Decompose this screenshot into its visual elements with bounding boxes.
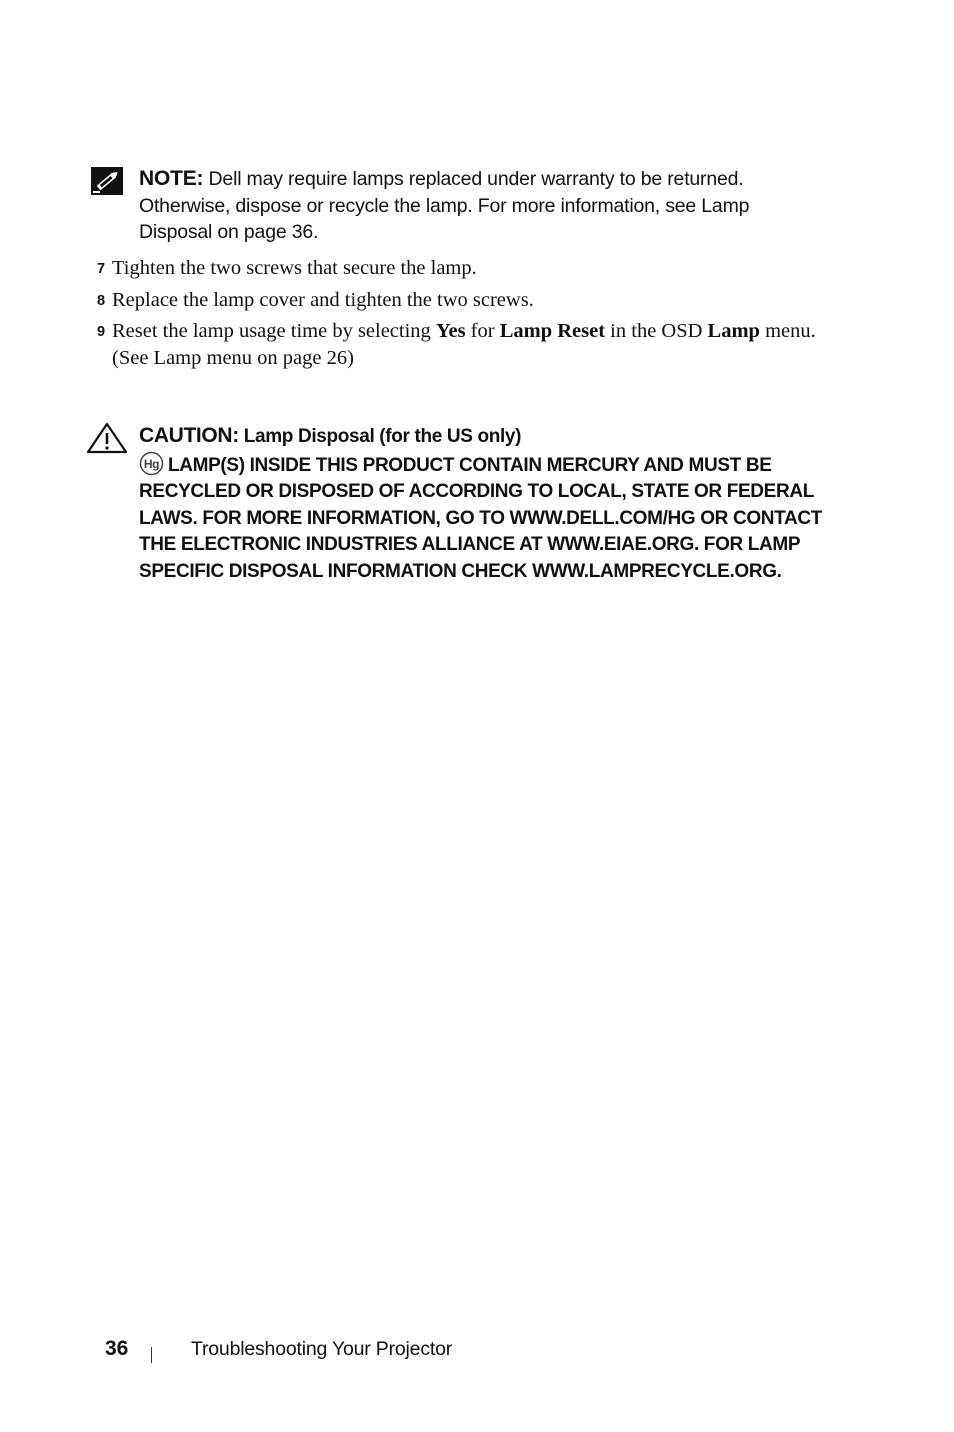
note-text: Dell may require lamps replaced under warranty to be returned. Otherwise, dispose or recycle the lamp. For more information, see Lamp Disposal on page 36. xyxy=(139,168,750,243)
step-text-part: menu. (See Lamp menu on page 26) xyxy=(112,320,816,369)
step-text: Tighten the two screws that secure the lamp. xyxy=(112,257,477,279)
step-number: 8 xyxy=(97,292,106,309)
footer-separator xyxy=(151,1347,152,1363)
step-item xyxy=(97,255,817,282)
caution-block xyxy=(139,423,829,585)
mercury-symbol: Hg xyxy=(143,456,160,471)
step-text-part: Reset the lamp usage time by selecting xyxy=(112,320,436,342)
caution-subtitle: Lamp Disposal (for the US only) xyxy=(238,426,522,447)
step-text-part: for xyxy=(465,320,500,342)
step-number: 7 xyxy=(97,261,106,277)
osd-yes-option: Yes xyxy=(435,320,466,342)
osd-lamp-menu: Lamp xyxy=(707,320,760,342)
caution-body: LAMP(S) INSIDE THIS PRODUCT CONTAIN MERCURY AND MUST BE RECYCLED OR DISPOSED OF ACCORDING TO LOCAL, STATE OR FEDERAL LAWS. FOR MORE INFORMATION, GO TO WWW.DELL.COM/HG OR CONTACT THE ELECTRONIC INDUSTRIES ALLIANCE AT WWW.EIAE.ORG. FOR LAMP SPECIFIC DISPOSAL INFORMATION CHECK WWW.LAMPRECYCLE.ORG. xyxy=(139,454,822,582)
footer-section-title: Troubleshooting Your Projector xyxy=(191,1338,453,1360)
note-label: NOTE: xyxy=(139,167,204,190)
mercury-hg-icon xyxy=(139,451,164,476)
note-pencil-icon xyxy=(90,166,124,196)
osd-lamp-reset-option: Lamp Reset xyxy=(499,320,606,342)
step-item xyxy=(97,287,817,314)
caution-label: CAUTION: xyxy=(139,424,239,447)
step-list xyxy=(97,255,817,376)
note-block xyxy=(139,166,799,246)
step-number: 9 xyxy=(97,324,106,340)
page-number: 36 xyxy=(105,1337,129,1360)
warning-triangle-icon xyxy=(86,422,128,454)
step-text-part: in the OSD xyxy=(605,320,708,342)
step-text: Replace the lamp cover and tighten the two screws. xyxy=(112,288,534,311)
step-item xyxy=(97,318,817,371)
